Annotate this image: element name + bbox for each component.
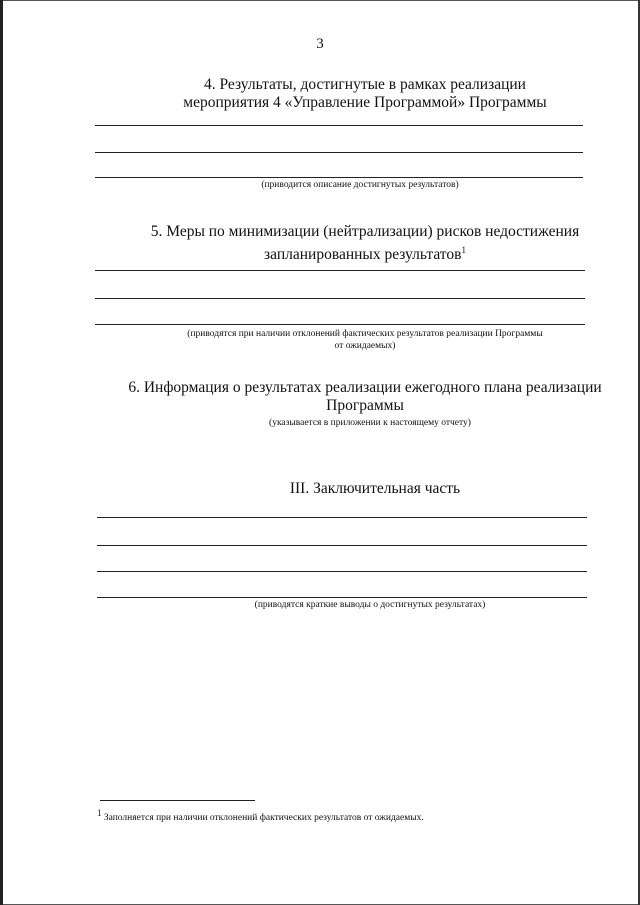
section4-fill-line-3 — [95, 177, 583, 178]
section5-heading-line2-text: запланированных результатов — [264, 246, 462, 264]
section5-heading-line2 — [140, 241, 590, 264]
conclusion-fill-line-4 — [97, 597, 587, 598]
section5-fill-line-3 — [95, 324, 585, 325]
footnote-reference: 1 — [461, 245, 466, 255]
section4-fill-line-1 — [95, 125, 583, 126]
section6-note: (указывается в приложении к настоящему отчету) — [269, 418, 471, 428]
section5-fill-line-2 — [95, 298, 585, 299]
footnote-text: Заполняется при наличии отклонений фактических результатов от ожидаемых. — [103, 813, 424, 824]
footnote-mark: 1 — [97, 808, 102, 818]
footnote-rule — [100, 800, 255, 801]
conclusion-heading: III. Заключительная часть — [289, 480, 461, 497]
section5-heading-line1: 5. Меры по минимизации (нейтрализации) рисков недостижения — [150, 223, 580, 240]
conclusion-note: (приводятся краткие выводы о достигнутых результатах) — [254, 600, 486, 610]
section5-fill-line-1 — [95, 270, 585, 271]
conclusion-fill-line-2 — [97, 545, 587, 546]
section6-heading-line2: Программы — [326, 397, 404, 414]
footnote — [97, 808, 424, 823]
section4-fill-line-2 — [95, 152, 583, 153]
conclusion-fill-line-3 — [97, 571, 587, 572]
scan-edge-left — [0, 0, 3, 905]
section5-note-line1: (приводятся при наличии отклонений фактических результатов реализации Программы — [187, 329, 543, 339]
conclusion-fill-line-1 — [97, 517, 587, 518]
section4-heading-line2: мероприятия 4 «Управление Программой» Программы — [183, 94, 547, 111]
section6-heading-line1: 6. Информация о результатах реализации ежегодного плана реализации — [128, 379, 602, 396]
section4-note: (приводится описание достигнутых результатов) — [261, 180, 459, 190]
page-number: 3 — [316, 36, 324, 52]
section5-note-line2: от ожидаемых) — [334, 341, 396, 351]
section4-heading-line1: 4. Результаты, достигнутые в рамках реализации — [204, 76, 526, 93]
